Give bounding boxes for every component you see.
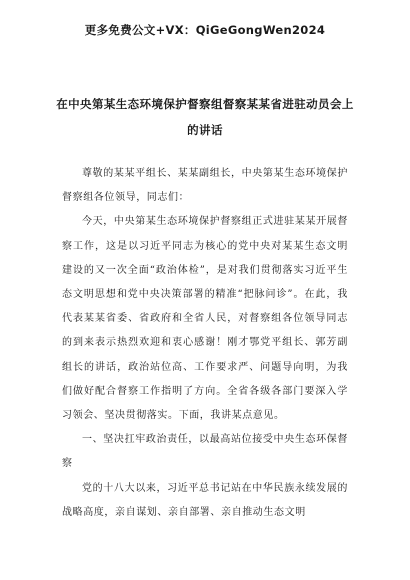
document-title-line-2: 的讲话 xyxy=(187,123,223,137)
header-watermark: 更多免费公文+VX：QiGeGongWen2024 xyxy=(84,23,326,37)
body-paragraph: 党的十八大以来，习近平总书记站在中华民族永续发展的战略高度，亲自谋划、亲自部署、亲自推动生态文明 xyxy=(62,482,348,518)
document-title-line-1: 在中央第某生态环境保护督察组督察某某省进驻动员会上 xyxy=(56,97,354,111)
section-heading-1: 一、坚决扛牢政治责任，以最高站位接受中央生态环保督察 xyxy=(62,434,348,470)
salutation-paragraph: 尊敬的某某平组长、某某副组长，中央第某生态环境保护督察组各位领导，同志们： xyxy=(62,168,348,204)
opening-paragraph: 今天，中央第某生态环境保护督察组正式进驻某某开展督察工作，这是以习近平同志为核心的党中央对某某生态文明建设的又一次全面“政治体检”，是对我们贯彻落实习近平生态文明思想和党中央决策部署的精准“把脉问诊”。在此，我代表某某省委、省政府和全省人民，对督察组各位领导同志的到来表示热烈欢迎和衷心感谢！刚才鄂党平组长、郭芳副组长的讲话，政治站位高、工作要求严、问题导向明，为我们做好配合督察工作指明了方向。全省各级各部门要深入学习领会、坚决贯彻落实。下面，我讲某点意见。 xyxy=(62,216,348,422)
document-body xyxy=(62,162,348,525)
